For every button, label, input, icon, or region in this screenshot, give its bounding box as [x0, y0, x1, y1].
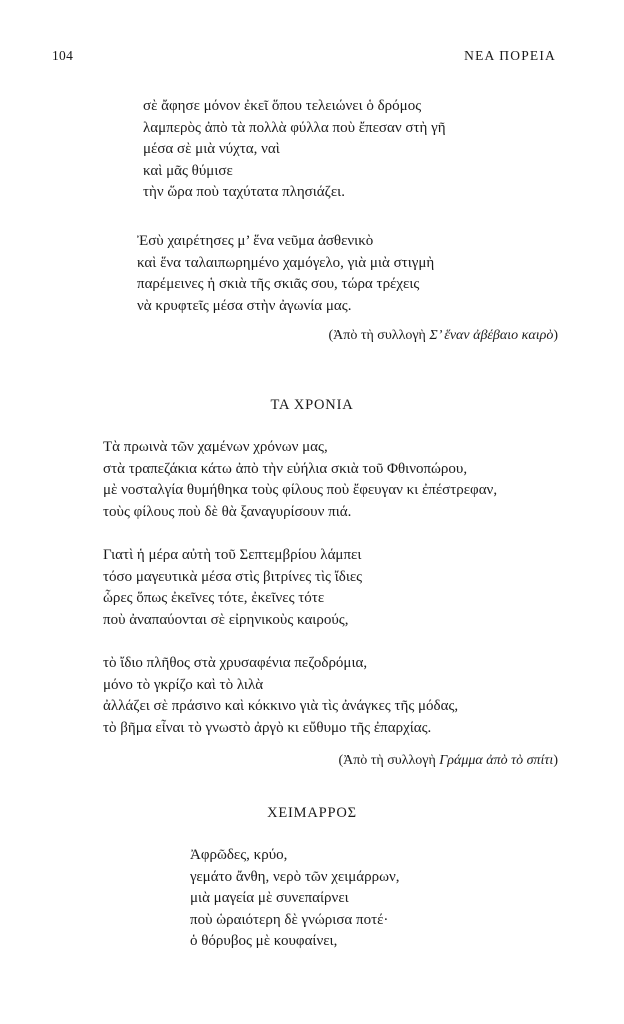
verse-line: γεμάτο ἄνθη, νερὸ τῶν χειμάρρων,: [190, 868, 400, 885]
verse-line: ὁ θόρυβος μὲ κουφαίνει,: [190, 933, 338, 949]
running-header-title: ΝΕΑ ΠΟΡΕΙΑ: [464, 48, 556, 63]
verse-line: ἀλλάζει σὲ πράσινο καὶ κόκκινο γιὰ τὶς ἀνάγκες τῆς μόδας,: [103, 698, 459, 714]
poem2-stanza3: [103, 653, 458, 739]
verse-line: καὶ ἕνα ταλαιπωρημένο χαμόγελο, γιὰ μιὰ στιγμὴ: [137, 254, 435, 271]
verse-line: νὰ κρυφτεῖς μέσα στὴν ἀγωνία μας.: [137, 297, 352, 314]
source-prefix: (Ἀπὸ τὴ συλλογὴ: [328, 328, 430, 343]
verse-line: ὧρες ὅπως ἐκεῖνες τότε, ἐκεῖνες τότε: [103, 590, 325, 606]
verse-line: Ἀφρῶδες, κρύο,: [190, 847, 288, 863]
verse-line: μόνο τὸ γκρίζο καὶ τὸ λιλὰ: [103, 676, 264, 693]
poem1-stanza1: [143, 96, 446, 204]
verse-line: τὴν ὥρα ποὺ ταχύτατα πλησιάζει.: [143, 184, 345, 200]
verse-line: στὰ τραπεζάκια κάτω ἀπὸ τὴν εὐήλια σκιὰ τοῦ Φθινοπώρου,: [103, 460, 468, 477]
verse-line: παρέμεινες ἡ σκιὰ τῆς σκιᾶς σου, τώρα τρέχεις: [137, 276, 420, 292]
verse-line: τὸ βῆμα εἶναι τὸ γνωστὸ ἀργὸ κι εὔθυμο τῆς ἐπαρχίας.: [103, 719, 432, 736]
source-prefix: (Ἀπὸ τὴ συλλογὴ: [338, 753, 440, 768]
poem3-title: ΧΕΙΜΑΡΡΟΣ: [267, 805, 357, 821]
source-suffix: ): [553, 753, 558, 768]
poem1-stanza2: [137, 231, 434, 317]
verse-line: σὲ ἄφησε μόνον ἐκεῖ ὅπου τελειώνει ὁ δρόμος: [143, 98, 422, 114]
verse-line: ποὺ ἀναπαύονται σὲ εἰρηνικοὺς καιρούς,: [103, 611, 349, 628]
verse-line: Ἐσὺ χαιρέτησες μ’ ἕνα νεῦμα ἀσθενικὸ: [137, 233, 374, 249]
poem2-stanza1: [103, 437, 497, 523]
source-collection-title: Σ’ ἕναν ἀβέβαιο καιρὸ: [429, 328, 554, 343]
verse-line: λαμπερὸς ἀπὸ τὰ πολλὰ φύλλα ποὺ ἔπεσαν στὴ γῆ: [143, 119, 446, 136]
verse-line: μιὰ μαγεία μὲ συνεπαίρνει: [190, 890, 349, 906]
verse-line: τοὺς φίλους ποὺ δὲ θὰ ξαναγυρίσουν πιά.: [103, 503, 352, 520]
poem2-stanza2: [103, 545, 362, 631]
poem2-title: ΤΑ ΧΡΟΝΙΑ: [270, 397, 354, 413]
poem3-stanza1: [190, 845, 400, 953]
source-collection-title: Γράμμα ἀπὸ τὸ σπίτι: [439, 753, 554, 768]
verse-line: μὲ νοσταλγία θυμήθηκα τοὺς φίλους ποὺ ἔφευγαν κι ἐπέστρεφαν,: [103, 482, 498, 498]
verse-line: καὶ μᾶς θύμισε: [143, 162, 233, 179]
poem2-source: [338, 753, 558, 769]
verse-line: Γιατὶ ἡ μέρα αὐτὴ τοῦ Σεπτεμβρίου λάμπει: [103, 547, 362, 563]
verse-line: τόσο μαγευτικὰ μέσα στὶς βιτρίνες τὶς ἴδιες: [103, 568, 363, 585]
source-suffix: ): [553, 328, 558, 343]
verse-line: ποὺ ὡραιότερη δὲ γνώρισα ποτέ·: [190, 911, 389, 928]
verse-line: μέσα σὲ μιὰ νύχτα, ναὶ: [143, 141, 280, 157]
verse-line: Τὰ πρωινὰ τῶν χαμένων χρόνων μας,: [103, 439, 328, 455]
verse-line: τὸ ἴδιο πλῆθος στὰ χρυσαφένια πεζοδρόμια,: [103, 655, 368, 671]
page-number: 104: [52, 48, 74, 63]
poem1-source: [329, 328, 558, 344]
